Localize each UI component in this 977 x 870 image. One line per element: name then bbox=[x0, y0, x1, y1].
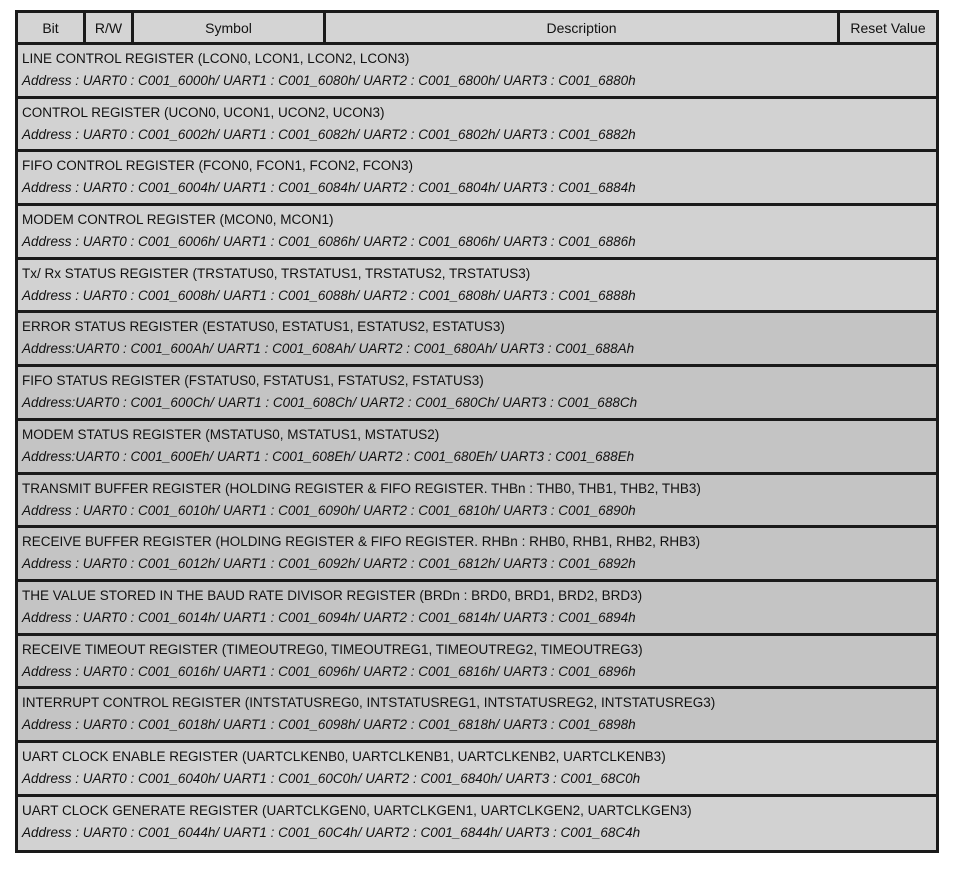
register-name: INTERRUPT CONTROL REGISTER (INTSTATUSREG0, INTSTATUSREG1, INTSTATUSREG2, INTSTATUSREG3) bbox=[22, 695, 716, 711]
table-row bbox=[18, 797, 936, 851]
register-address: Address : UART0 : C001_6018h/ UART1 : C001_6098h/ UART2 : C001_6818h/ UART3 : C001_6898h bbox=[22, 717, 636, 733]
register-address: Address:UART0 : C001_600Ah/ UART1 : C001_608Ah/ UART2 : C001_680Ah/ UART3 : C001_688Ah bbox=[22, 341, 635, 357]
table-row bbox=[18, 475, 936, 529]
register-name: UART CLOCK GENERATE REGISTER (UARTCLKGEN0, UARTCLKGEN1, UARTCLKGEN2, UARTCLKGEN3) bbox=[22, 802, 692, 818]
register-name: FIFO CONTROL REGISTER (FCON0, FCON1, FCON2, FCON3) bbox=[22, 158, 414, 174]
table-row bbox=[18, 260, 936, 314]
table-row bbox=[18, 743, 936, 797]
register-name: UART CLOCK ENABLE REGISTER (UARTCLKENB0, UARTCLKENB1, UARTCLKENB2, UARTCLKENB3) bbox=[22, 748, 666, 764]
register-address: Address : UART0 : C001_6006h/ UART1 : C001_6086h/ UART2 : C001_6806h/ UART3 : C001_6886h bbox=[22, 234, 636, 250]
register-name: RECEIVE TIMEOUT REGISTER (TIMEOUTREG0, TIMEOUTREG1, TIMEOUTREG2, TIMEOUTREG3) bbox=[22, 641, 643, 657]
register-name: RECEIVE BUFFER REGISTER (HOLDING REGISTER & FIFO REGISTER. RHBn : RHB0, RHB1, RHB2, RHB3) bbox=[22, 534, 701, 550]
table-row bbox=[18, 689, 936, 743]
table-row bbox=[18, 421, 936, 475]
header-symbol: Symbol bbox=[134, 13, 326, 42]
register-name: MODEM STATUS REGISTER (MSTATUS0, MSTATUS1, MSTATUS2) bbox=[22, 426, 440, 442]
table-row bbox=[18, 636, 936, 690]
register-address: Address : UART0 : C001_6012h/ UART1 : C001_6092h/ UART2 : C001_6812h/ UART3 : C001_6892h bbox=[22, 556, 636, 572]
register-address: Address : UART0 : C001_6004h/ UART1 : C001_6084h/ UART2 : C001_6804h/ UART3 : C001_6884h bbox=[22, 180, 636, 196]
table-row bbox=[18, 313, 936, 367]
table-row bbox=[18, 99, 936, 153]
table-row bbox=[18, 528, 936, 582]
register-table bbox=[15, 10, 939, 853]
register-address: Address:UART0 : C001_600Eh/ UART1 : C001_608Eh/ UART2 : C001_680Eh/ UART3 : C001_688Eh bbox=[22, 448, 635, 464]
register-address: Address : UART0 : C001_6008h/ UART1 : C001_6088h/ UART2 : C001_6808h/ UART3 : C001_6888h bbox=[22, 287, 636, 303]
table-row bbox=[18, 367, 936, 421]
table-row bbox=[18, 152, 936, 206]
register-address: Address : UART0 : C001_6044h/ UART1 : C001_60C4h/ UART2 : C001_6844h/ UART3 : C001_68C4h bbox=[22, 824, 641, 840]
register-name: Tx/ Rx STATUS REGISTER (TRSTATUS0, TRSTATUS1, TRSTATUS2, TRSTATUS3) bbox=[22, 265, 531, 281]
header-bit: Bit bbox=[18, 13, 86, 42]
register-name: TRANSMIT BUFFER REGISTER (HOLDING REGISTER & FIFO REGISTER. THBn : THB0, THB1, THB2, THB3) bbox=[22, 480, 701, 496]
table-row bbox=[18, 206, 936, 260]
table-row bbox=[18, 45, 936, 99]
register-name: CONTROL REGISTER (UCON0, UCON1, UCON2, UCON3) bbox=[22, 104, 385, 120]
header-description: Description bbox=[326, 13, 840, 42]
header-rw: R/W bbox=[86, 13, 134, 42]
table-row bbox=[18, 582, 936, 636]
register-address: Address : UART0 : C001_6010h/ UART1 : C001_6090h/ UART2 : C001_6810h/ UART3 : C001_6890h bbox=[22, 502, 636, 518]
register-name: MODEM CONTROL REGISTER (MCON0, MCON1) bbox=[22, 212, 334, 228]
register-name: THE VALUE STORED IN THE BAUD RATE DIVISOR REGISTER (BRDn : BRD0, BRD1, BRD2, BRD3) bbox=[22, 587, 643, 603]
register-address: Address : UART0 : C001_6014h/ UART1 : C001_6094h/ UART2 : C001_6814h/ UART3 : C001_6894h bbox=[22, 609, 636, 625]
register-address: Address:UART0 : C001_600Ch/ UART1 : C001_608Ch/ UART2 : C001_680Ch/ UART3 : C001_688Ch bbox=[22, 395, 638, 411]
table-header bbox=[18, 13, 936, 45]
register-address: Address : UART0 : C001_6016h/ UART1 : C001_6096h/ UART2 : C001_6816h/ UART3 : C001_6896h bbox=[22, 663, 636, 679]
register-name: LINE CONTROL REGISTER (LCON0, LCON1, LCON2, LCON3) bbox=[22, 51, 410, 66]
register-name: ERROR STATUS REGISTER (ESTATUS0, ESTATUS1, ESTATUS2, ESTATUS3) bbox=[22, 319, 505, 335]
register-address: Address : UART0 : C001_6000h/ UART1 : C001_6080h/ UART2 : C001_6800h/ UART3 : C001_6880h bbox=[22, 73, 636, 88]
register-address: Address : UART0 : C001_6040h/ UART1 : C001_60C0h/ UART2 : C001_6840h/ UART3 : C001_68C0h bbox=[22, 770, 641, 786]
register-name: FIFO STATUS REGISTER (FSTATUS0, FSTATUS1, FSTATUS2, FSTATUS3) bbox=[22, 373, 484, 389]
register-address: Address : UART0 : C001_6002h/ UART1 : C001_6082h/ UART2 : C001_6802h/ UART3 : C001_6882h bbox=[22, 126, 636, 142]
header-reset-value: Reset Value bbox=[840, 13, 936, 42]
